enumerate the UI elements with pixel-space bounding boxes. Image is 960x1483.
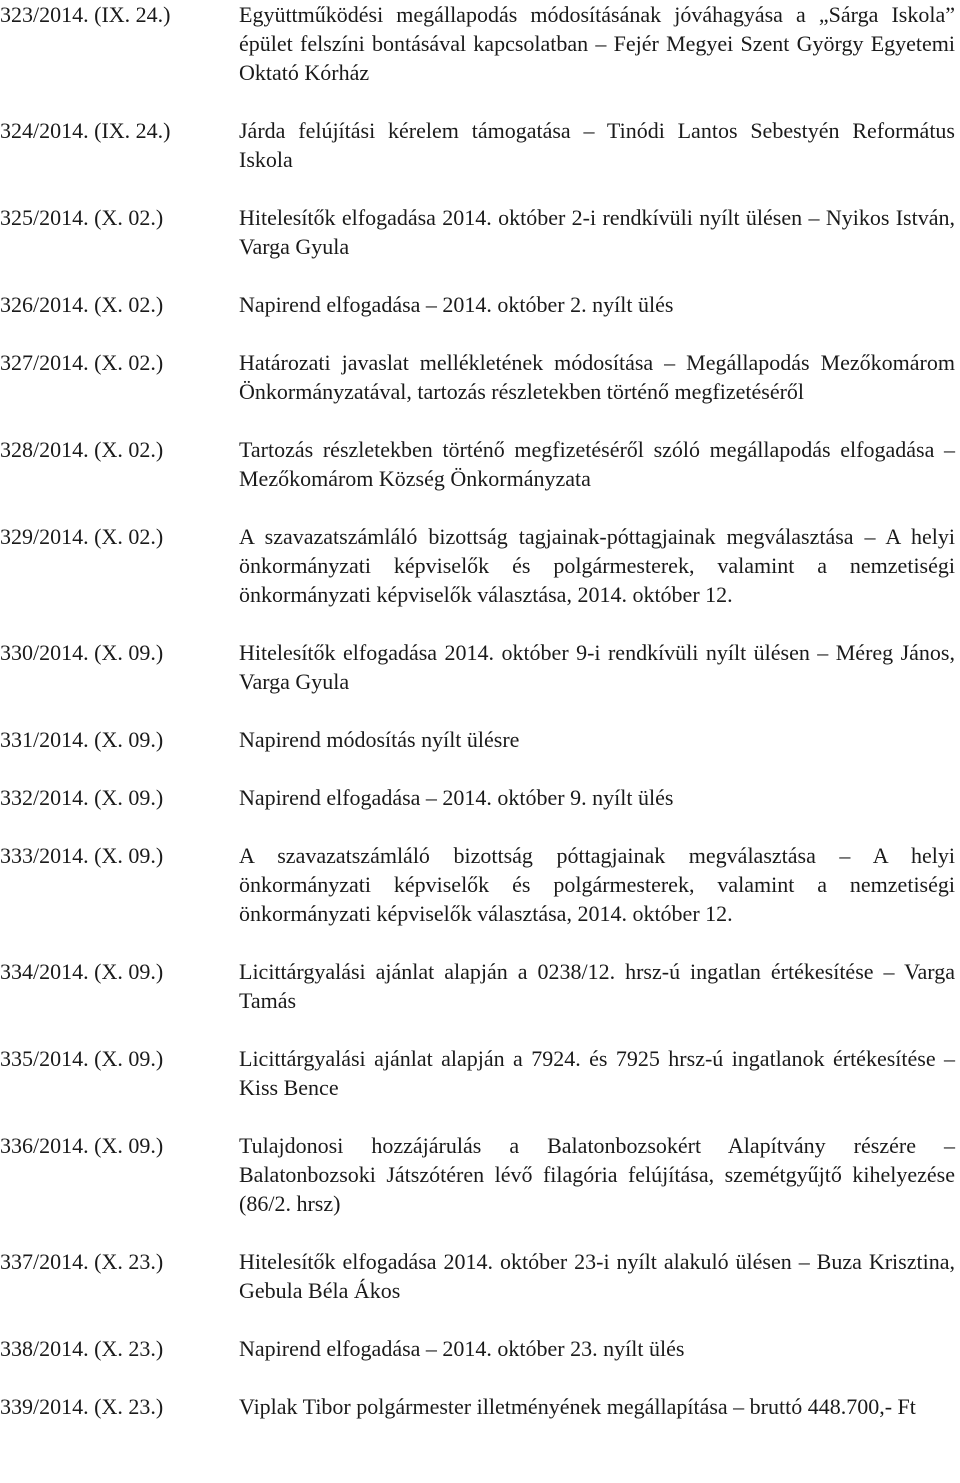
resolution-number: 330/2014. (X. 09.) (0, 640, 164, 665)
resolution-title: Hitelesítők elfogadása 2014. október 23-i nyílt alakuló ülésen – Buza Krisztina, Gebula Béla Ákos (239, 1249, 955, 1303)
resolution-number: 323/2014. (IX. 24.) (0, 2, 171, 27)
resolution-number: 329/2014. (X. 02.) (0, 524, 164, 549)
resolution-entry (0, 1044, 960, 1102)
resolution-number: 336/2014. (X. 09.) (0, 1133, 164, 1158)
resolution-entry (0, 348, 960, 406)
resolution-number: 326/2014. (X. 02.) (0, 292, 164, 317)
resolution-entry (0, 290, 960, 319)
resolution-title: Licittárgyalási ajánlat alapján a 7924. és 7925 hrsz-ú ingatlanok értékesítése – Kiss Bence (239, 1046, 955, 1100)
resolution-entry (0, 783, 960, 812)
resolution-number: 324/2014. (IX. 24.) (0, 118, 171, 143)
resolution-entry (0, 841, 960, 928)
resolution-title: Határozati javaslat mellékletének módosítása – Megállapodás Mezőkomárom Önkormányzatával, tartozás részletekben történő megfizetéséről (239, 350, 955, 404)
resolution-entry (0, 725, 960, 754)
resolution-title: Viplak Tibor polgármester illetményének megállapítása – bruttó 448.700,- Ft (239, 1394, 916, 1419)
resolution-number: 333/2014. (X. 09.) (0, 843, 164, 868)
resolution-entry (0, 1334, 960, 1363)
resolution-entry (0, 1131, 960, 1218)
resolution-number: 338/2014. (X. 23.) (0, 1336, 164, 1361)
resolution-title: Napirend módosítás nyílt ülésre (239, 727, 520, 752)
resolution-title: Licittárgyalási ajánlat alapján a 0238/12. hrsz-ú ingatlan értékesítése – Varga Tamás (239, 959, 955, 1013)
resolution-number: 335/2014. (X. 09.) (0, 1046, 164, 1071)
resolution-number: 325/2014. (X. 02.) (0, 205, 164, 230)
resolution-title: Napirend elfogadása – 2014. október 9. nyílt ülés (239, 785, 674, 810)
resolution-title: Együttműködési megállapodás módosításának jóváhagyása a „Sárga Iskola” épület felszíni bontásával kapcsolatban – Fejér Megyei Szent György Egyetemi Oktató Kórház (239, 2, 955, 85)
resolution-entry (0, 522, 960, 609)
resolution-number: 334/2014. (X. 09.) (0, 959, 164, 984)
resolution-number: 337/2014. (X. 23.) (0, 1249, 164, 1274)
resolution-title: Napirend elfogadása – 2014. október 23. nyílt ülés (239, 1336, 685, 1361)
resolution-title: Hitelesítők elfogadása 2014. október 2-i rendkívüli nyílt ülésen – Nyikos István, Varga Gyula (239, 205, 955, 259)
resolution-number: 328/2014. (X. 02.) (0, 437, 164, 462)
resolution-entry (0, 1247, 960, 1305)
resolution-title: A szavazatszámláló bizottság póttagjainak megválasztása – A helyi önkormányzati képviselők és polgármesterek, valamint a nemzetiségi önkormányzati képviselők választása, 2014. október 12. (239, 843, 955, 926)
resolution-entry (0, 435, 960, 493)
resolution-title: Tartozás részletekben történő megfizetéséről szóló megállapodás elfogadása – Mezőkomárom Község Önkormányzata (239, 437, 955, 491)
resolution-number: 339/2014. (X. 23.) (0, 1394, 164, 1419)
resolution-title: Hitelesítők elfogadása 2014. október 9-i rendkívüli nyílt ülésen – Méreg János, Varga Gyula (239, 640, 955, 694)
resolution-title: Napirend elfogadása – 2014. október 2. nyílt ülés (239, 292, 674, 317)
resolution-title: Tulajdonosi hozzájárulás a Balatonbozsokért Alapítvány részére – Balatonbozsoki Játszótéren lévő filagória felújítása, szemétgyűjtő kihelyezése (86/2. hrsz) (239, 1133, 955, 1216)
resolution-title: Járda felújítási kérelem támogatása – Tinódi Lantos Sebestyén Református Iskola (239, 118, 955, 172)
resolution-number: 331/2014. (X. 09.) (0, 727, 164, 752)
resolution-entry (0, 116, 960, 174)
resolution-number: 332/2014. (X. 09.) (0, 785, 164, 810)
resolution-entry (0, 203, 960, 261)
resolution-title: A szavazatszámláló bizottság tagjainak-póttagjainak megválasztása – A helyi önkormányzati képviselők és polgármesterek, valamint a nemzetiségi önkormányzati képviselők választása, 2014. október 12. (239, 524, 955, 607)
resolution-entry (0, 1392, 960, 1421)
resolution-entry (0, 638, 960, 696)
resolution-entry (0, 957, 960, 1015)
resolution-number: 327/2014. (X. 02.) (0, 350, 164, 375)
resolution-entry (0, 0, 960, 87)
